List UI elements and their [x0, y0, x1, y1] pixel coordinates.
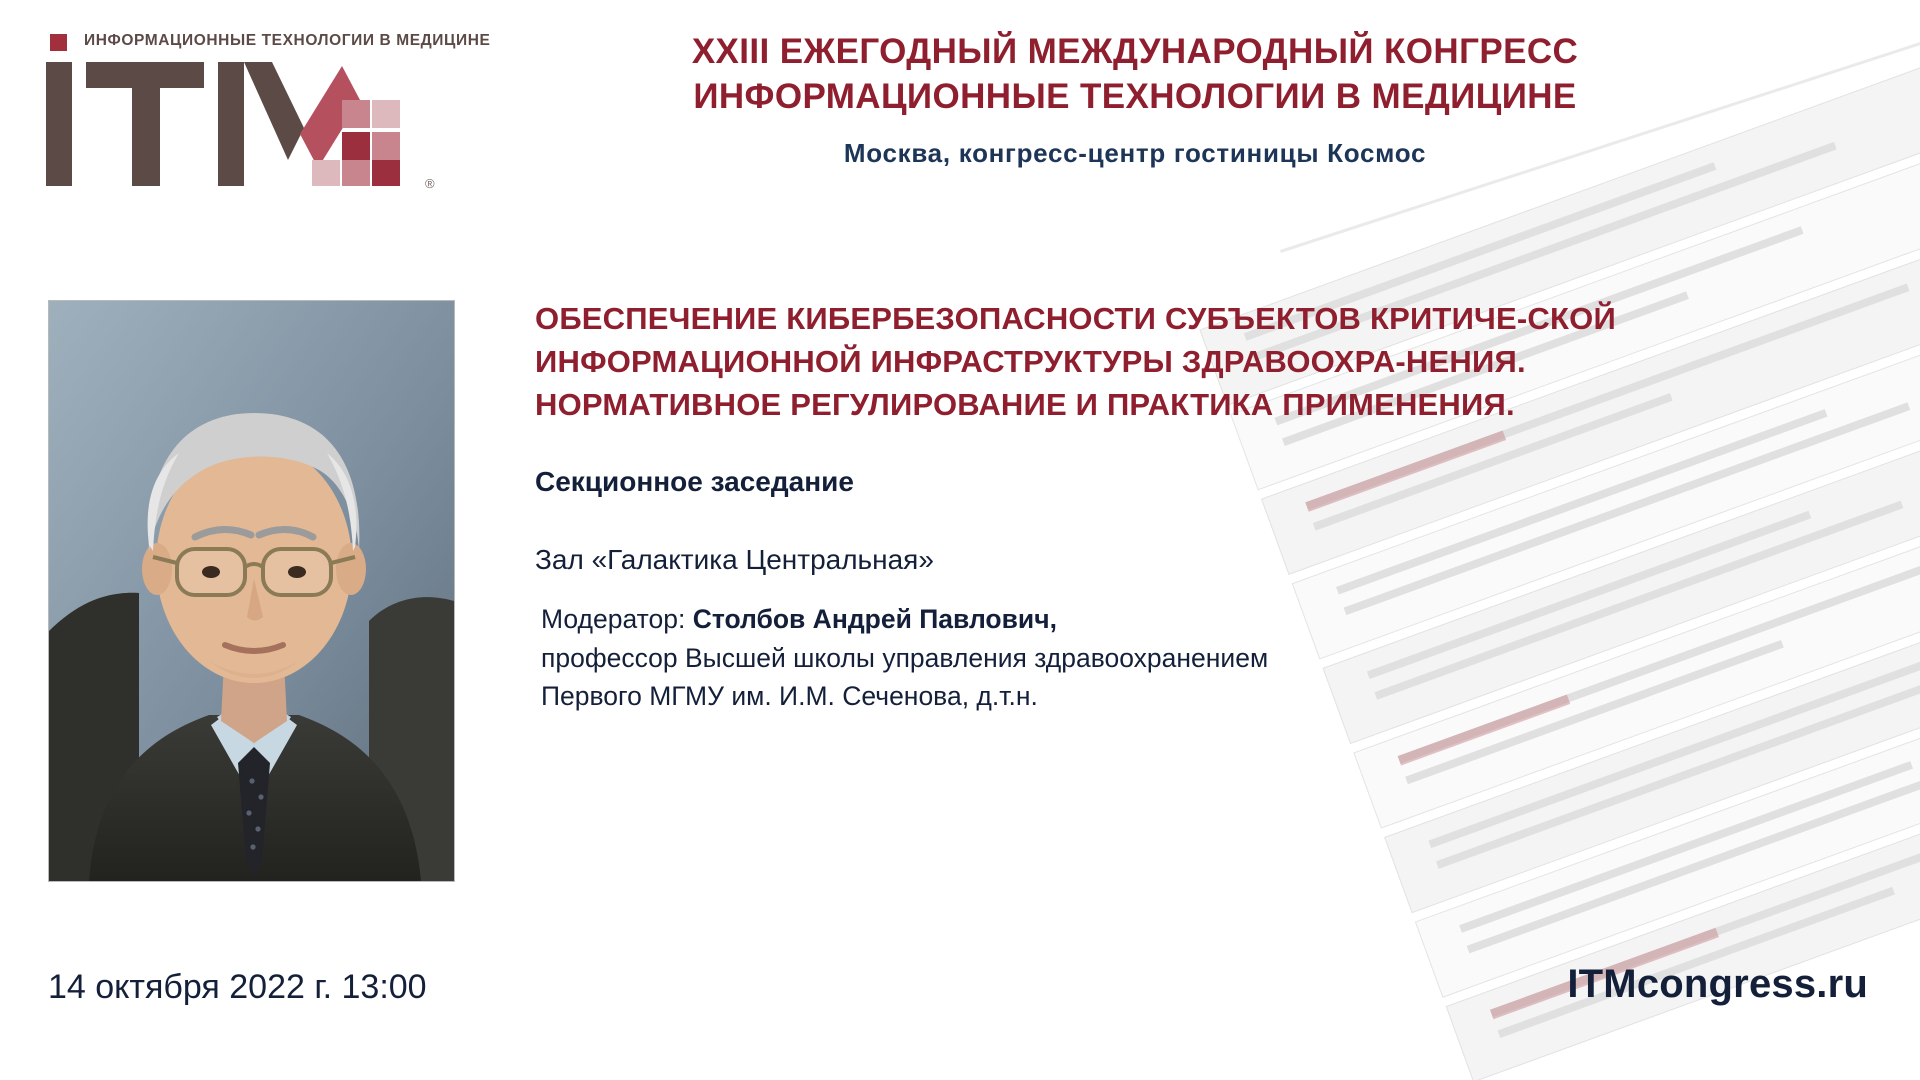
moderator-affiliation-line2: Первого МГМУ им. И.М. Сеченова, д.т.н.	[541, 681, 1038, 712]
congress-header	[540, 30, 1730, 169]
congress-title-line1: XXIII ЕЖЕГОДНЫЙ МЕЖДУНАРОДНЫЙ КОНГРЕСС	[691, 32, 1579, 71]
speaker-portrait	[48, 300, 455, 882]
congress-title-line2: ИНФОРМАЦИОННЫЕ ТЕХНОЛОГИИ В МЕДИЦИНЕ	[693, 76, 1577, 116]
session-info	[535, 298, 1655, 716]
registered-trademark-icon: ®	[425, 176, 435, 191]
moderator-block	[535, 600, 1655, 715]
moderator-label: Модератор:	[541, 604, 686, 635]
website-link[interactable]: ITMcongress.ru	[1567, 962, 1868, 1006]
congress-venue: Москва, конгресс-центр гостиницы Космос	[843, 137, 1427, 168]
moderator-name: Столбов Андрей Павлович,	[692, 604, 1057, 635]
session-type: Секционное заседание	[535, 466, 854, 498]
talk-title: ОБЕСПЕЧЕНИЕ КИБЕРБЕЗОПАСНОСТИ СУБЪЕКТОВ КРИТИЧЕ-СКОЙ ИНФОРМАЦИОННОЙ ИНФРАСТРУКТУРЫ ЗДРАВООХРА-НЕНИЯ. НОРМАТИВНОЕ РЕГУЛИРОВАНИЕ И ПРАКТИКА ПРИМЕНЕНИЯ.	[535, 301, 1616, 422]
event-datetime: 14 октября 2022 г. 13:00	[48, 968, 427, 1006]
logo-wordmark-icon	[42, 56, 422, 201]
itm-logo	[42, 26, 491, 201]
hall-name: Зал «Галактика Центральная»	[535, 544, 934, 576]
logo-square-icon	[50, 34, 67, 51]
logo-tagline: ИНФОРМАЦИОННЫЕ ТЕХНОЛОГИИ В МЕДИЦИНЕ	[84, 32, 491, 49]
moderator-affiliation-line1: профессор Высшей школы управления здравоохранением	[541, 642, 1269, 673]
